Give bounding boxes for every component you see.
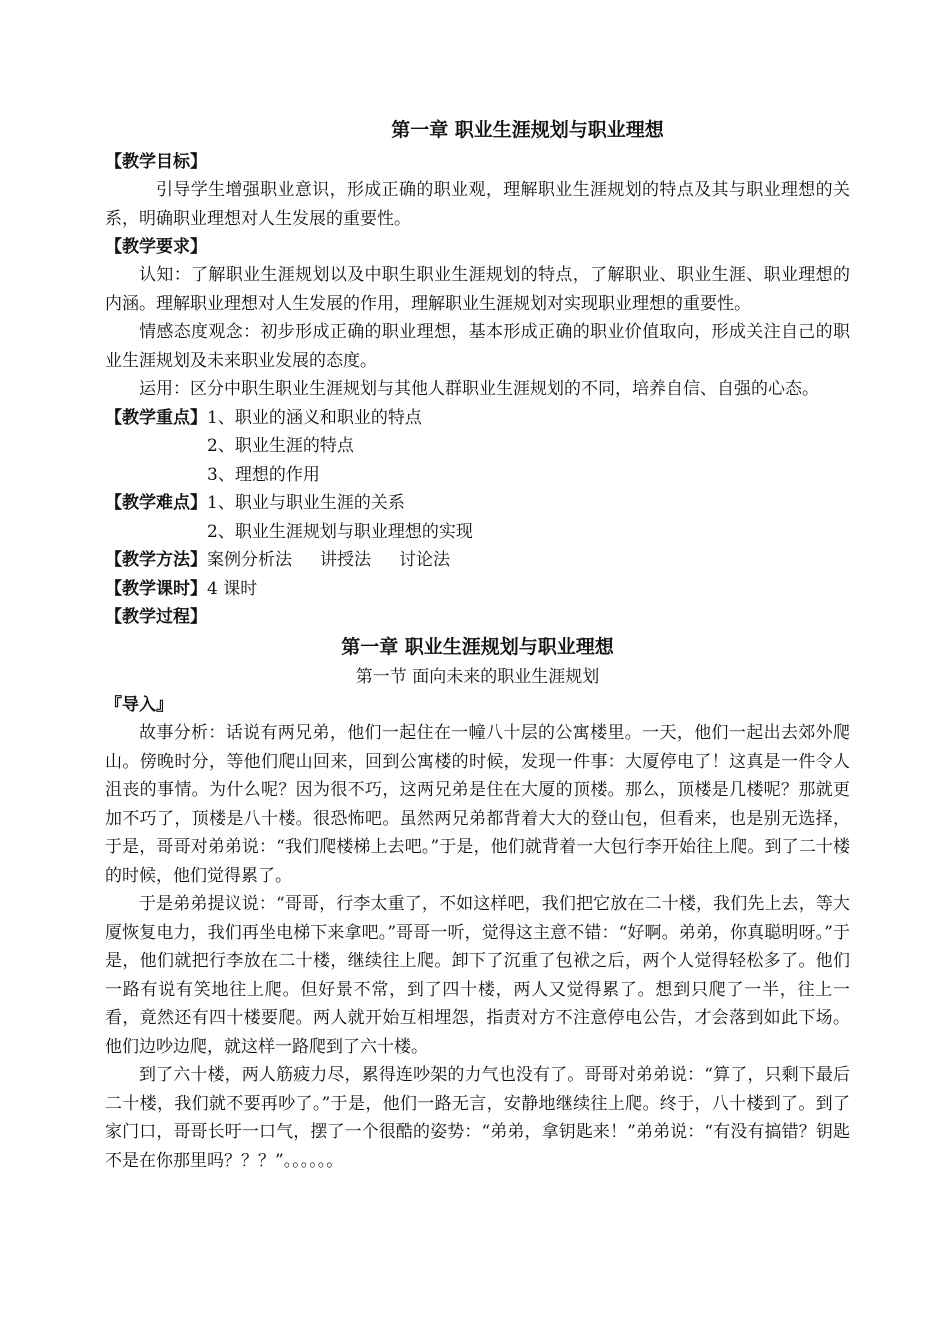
requirements-cognition: 认知：了解职业生涯规划以及中职生职业生涯规划的特点，了解职业、职业生涯、职业理想的内涵。理解职业理想对人生发展的作用，理解职业生涯规划对实现职业理想的重要性。 [105,265,850,314]
chapter-title: 第一章 职业生涯规划与职业理想 [391,119,664,141]
key-point-item: 1、职业的涵义和职业的特点 [207,407,422,428]
objectives-heading: 【教学目标】 [105,152,207,172]
methods-row [105,546,850,575]
hours-label: 【教学课时】 [105,578,207,599]
objectives-text: 引导学生增强职业意识，形成正确的职业观，理解职业生涯规划的特点及其与职业理想的关系，明确职业理想对人生发展的重要性。 [105,180,850,229]
hours-row [105,575,850,604]
key-points-row [105,404,850,433]
intro-heading: 『导入』 [105,695,173,715]
method-item: 案例分析法 [207,550,292,570]
method-item: 讲授法 [320,550,371,570]
difficulties-row [105,489,850,518]
method-item: 讨论法 [399,550,450,570]
section-chapter-title: 第一章 职业生涯规划与职业理想 [341,636,614,658]
process-heading: 【教学过程】 [105,607,207,627]
methods-label: 【教学方法】 [105,550,207,570]
difficulties-label: 【教学难点】 [105,493,207,513]
hours-value: 4 课时 [207,578,258,599]
document-content [105,114,850,1175]
requirements-attitude: 情感态度观念：初步形成正确的职业理想，基本形成正确的职业价值取向，形成关注自己的职业生涯规划及未来职业发展的态度。 [105,322,850,371]
requirements-application: 运用：区分中职生职业生涯规划与其他人群职业生涯规划的不同，培养自信、自强的心态。 [139,379,819,399]
key-points-label: 【教学重点】 [105,407,207,428]
section-title: 第一节 面向未来的职业生涯规划 [355,667,600,687]
story-paragraph: 到了六十楼，两人筋疲力尽，累得连吵架的力气也没有了。哥哥对弟弟说：“算了，只剩下最后二十楼，我们就不要再吵了。”于是，他们一路无言，安静地继续往上爬。终于，八十楼到了。到了家门口，哥哥长吁一口气，摆了一个很酷的姿势：“弟弟，拿钥匙来！”弟弟说：“有没有搞错？钥匙不是在你那里吗？？？”。。。。。。 [105,1065,850,1171]
difficulty-item: 1、职业与职业生涯的关系 [207,493,405,513]
key-point-item: 2、职业生涯的特点 [207,436,354,456]
story-paragraph: 故事分析：话说有两兄弟，他们一起住在一幢八十层的公寓楼里。一天，他们一起出去郊外爬山。傍晚时分，等他们爬山回来，回到公寓楼的时候，发现一件事：大厦停电了！这真是一件令人沮丧的事情。为什么呢？因为很不巧，这两兄弟是住在大厦的顶楼。那么，顶楼是几楼呢？那就更加不巧了，顶楼是八十楼。很恐怖吧。虽然两兄弟都背着大大的登山包，但看来，也是别无选择，于是，哥哥对弟弟说：“我们爬楼梯上去吧。”于是，他们就背着一大包行李开始往上爬。到了二十楼的时候，他们觉得累了。 [105,723,850,886]
difficulty-item: 2、职业生涯规划与职业理想的实现 [207,521,473,542]
requirements-heading: 【教学要求】 [105,237,207,257]
story-paragraph: 于是弟弟提议说：“哥哥，行李太重了，不如这样吧，我们把它放在二十楼，我们先上去，等大厦恢复电力，我们再坐电梯下来拿吧。”哥哥一听，觉得这主意不错：“好啊。弟弟，你真聪明呀。”于是，他们就把行李放在二十楼，继续往上爬。卸下了沉重了包袱之后，两个人觉得轻松多了。他们一路有说有笑地往上爬。但好景不常，到了四十楼，两人又觉得累了。想到只爬了一半，往上一看，竟然还有四十楼要爬。两人就开始互相埋怨，指责对方不注意停电公告，才会落到如此下场。他们边吵边爬，就这样一路爬到了六十楼。 [105,894,850,1057]
key-point-item: 3、理想的作用 [207,464,320,485]
